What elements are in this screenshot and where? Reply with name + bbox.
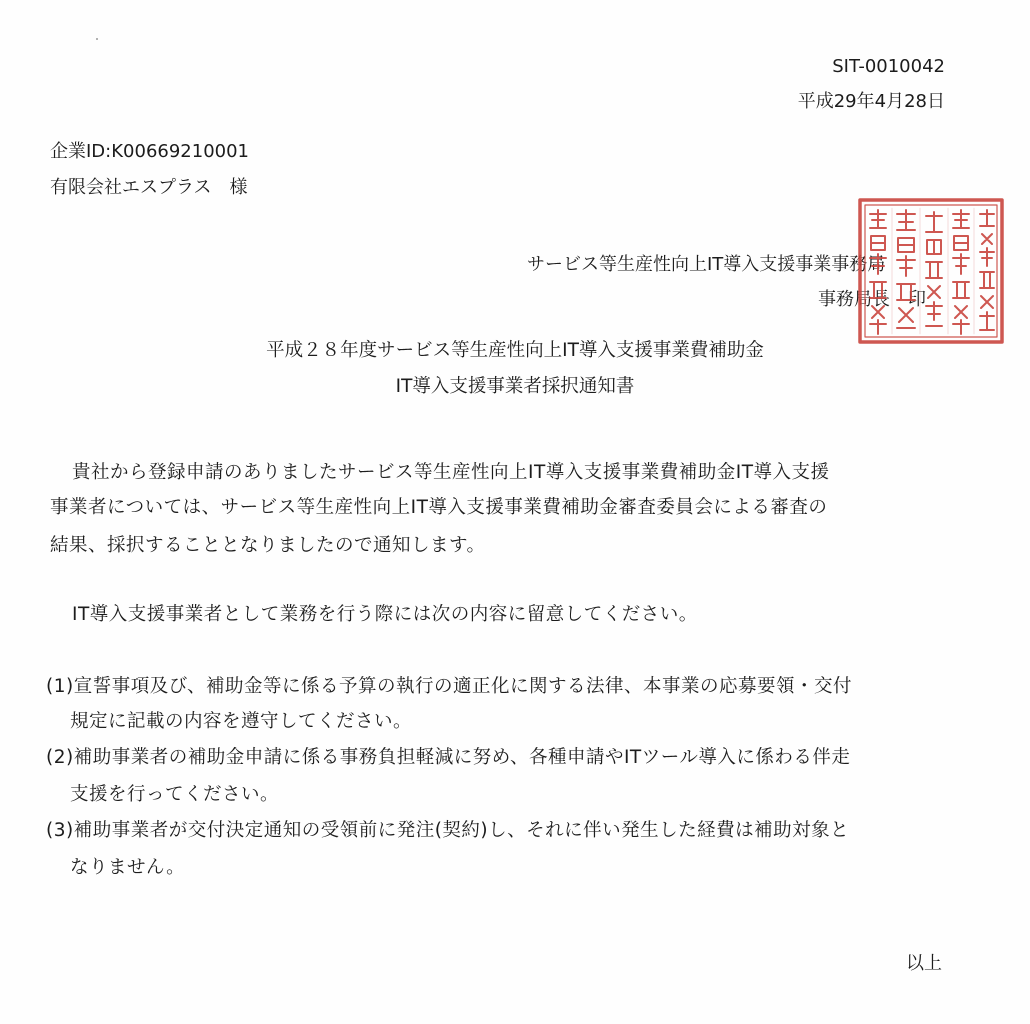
body-paragraph-1-line-2: 事業者については、サービス等生産性向上IT導入支援事業費補助金審査委員会による審査の: [50, 497, 828, 518]
document-number: SIT-0010042: [832, 56, 945, 77]
body-paragraph-1-line-3: 結果、採択することとなりましたので通知します。: [50, 535, 486, 556]
list-item-3-line-2: なりません。: [70, 857, 186, 878]
body-paragraph-1-line-1: 貴社から登録申請のありましたサービス等生産性向上IT導入支援事業費補助金IT導入支援: [72, 462, 830, 483]
list-item-2-line-1: (2)補助事業者の補助金申請に係る事務負担軽減に努め、各種申請やITツール導入に係わる伴走: [46, 747, 851, 768]
document-title-line-2: IT導入支援事業者採択通知書: [395, 376, 635, 397]
scan-speck: [96, 38, 98, 40]
official-seal-stamp: [856, 196, 1006, 346]
list-item-1-line-1: (1)宣誓事項及び、補助金等に係る予算の執行の適正化に関する法律、本事業の応募要領・交付: [46, 676, 852, 697]
recipient-company-name: 有限会社エスプラス 様: [50, 177, 248, 198]
list-item-2-line-2: 支援を行ってください。: [70, 784, 280, 805]
list-item-3-line-1: (3)補助事業者が交付決定通知の受領前に発注(契約)し、それに伴い発生した経費は補助対象と: [46, 820, 850, 841]
document-title-line-1: 平成２８年度サービス等生産性向上IT導入支援事業費補助金: [266, 340, 764, 361]
body-paragraph-2: IT導入支援事業者として業務を行う際には次の内容に留意してください。: [72, 604, 698, 625]
issuer-office: サービス等生産性向上IT導入支援事業事務局: [527, 254, 886, 275]
document-date: 平成29年4月28日: [797, 91, 945, 112]
closing-remark: 以上: [906, 953, 942, 974]
issuer-title: 事務局長 印: [818, 289, 926, 310]
recipient-company-id: 企業ID:K00669210001: [50, 141, 250, 162]
list-item-1-line-2: 規定に記載の内容を遵守してください。: [70, 711, 413, 732]
